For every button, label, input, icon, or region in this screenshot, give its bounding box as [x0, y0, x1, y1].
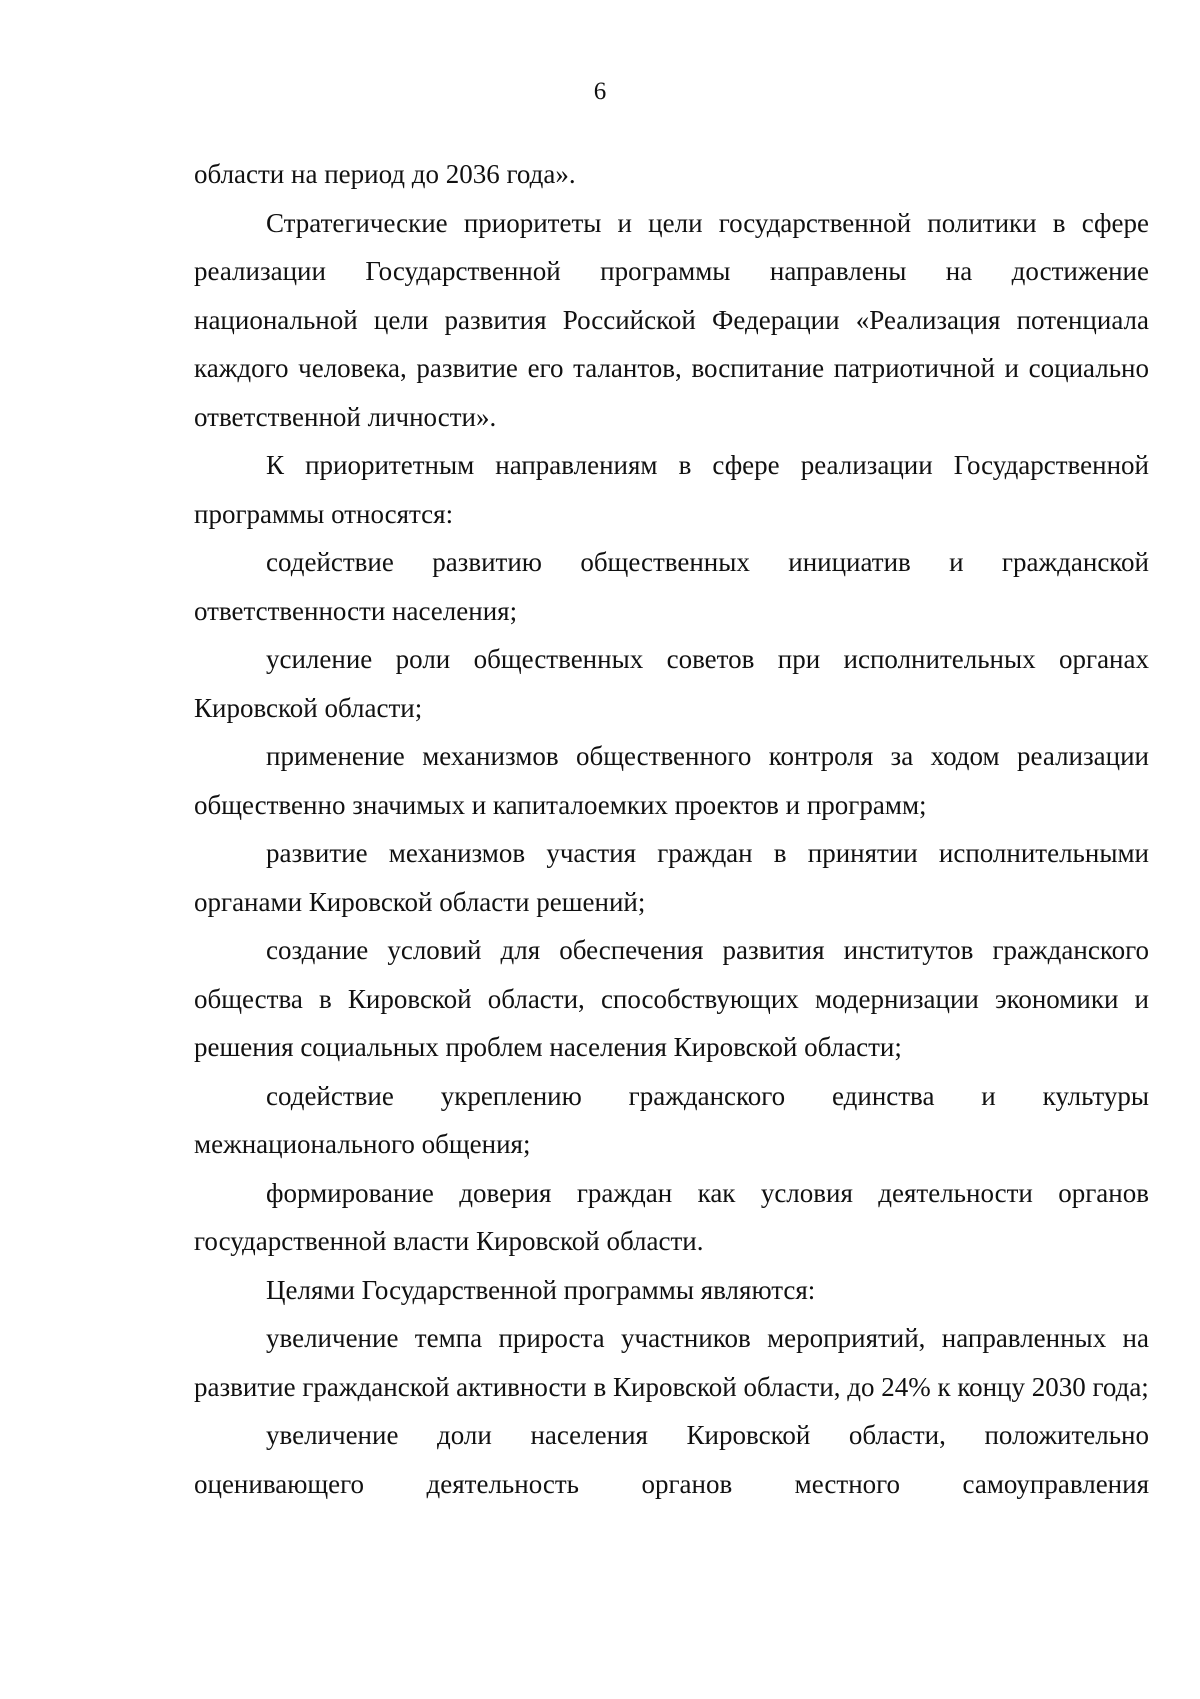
list-item: содействие развитию общественных инициатив и гражданской ответственности населения;: [194, 547, 1149, 626]
list-item: увеличение темпа прироста участников мероприятий, направленных на развитие гражданской активности в Кировской области, до 24% к концу 2030 года;: [194, 1323, 1149, 1402]
list-item: применение механизмов общественного контроля за ходом реализации общественно значимых и капиталоемких проектов и программ;: [194, 741, 1149, 820]
page-number: 6: [593, 78, 607, 105]
paragraph: Целями Государственной программы являются:: [266, 1274, 816, 1305]
paragraph: Стратегические приоритеты и цели государственной политики в сфере реализации Государственной программы направлены на достижение национальной цели развития Российской Федерации «Реализация потенциала каждого человека, развитие его талантов, воспитание патриотичной и социально ответственной личности».: [194, 207, 1149, 432]
list-item: увеличение доли населения Кировской области, положительно оценивающего деятельность органов местного самоуправления: [194, 1420, 1149, 1499]
document-body: [194, 150, 1149, 1508]
list-item: формирование доверия граждан как условия деятельности органов государственной власти Кировской области.: [194, 1177, 1149, 1256]
paragraph: К приоритетным направлениям в сфере реализации Государственной программы относятся:: [194, 450, 1149, 529]
paragraph: области на период до 2036 года».: [194, 159, 576, 189]
list-item: содействие укреплению гражданского единства и культуры межнационального общения;: [194, 1080, 1149, 1159]
list-item: развитие механизмов участия граждан в принятии исполнительными органами Кировской области решений;: [194, 838, 1149, 917]
list-item: создание условий для обеспечения развития институтов гражданского общества в Кировской области, способствующих модернизации экономики и решения социальных проблем населения Кировской области;: [194, 935, 1149, 1062]
list-item: усиление роли общественных советов при исполнительных органах Кировской области;: [194, 644, 1149, 723]
